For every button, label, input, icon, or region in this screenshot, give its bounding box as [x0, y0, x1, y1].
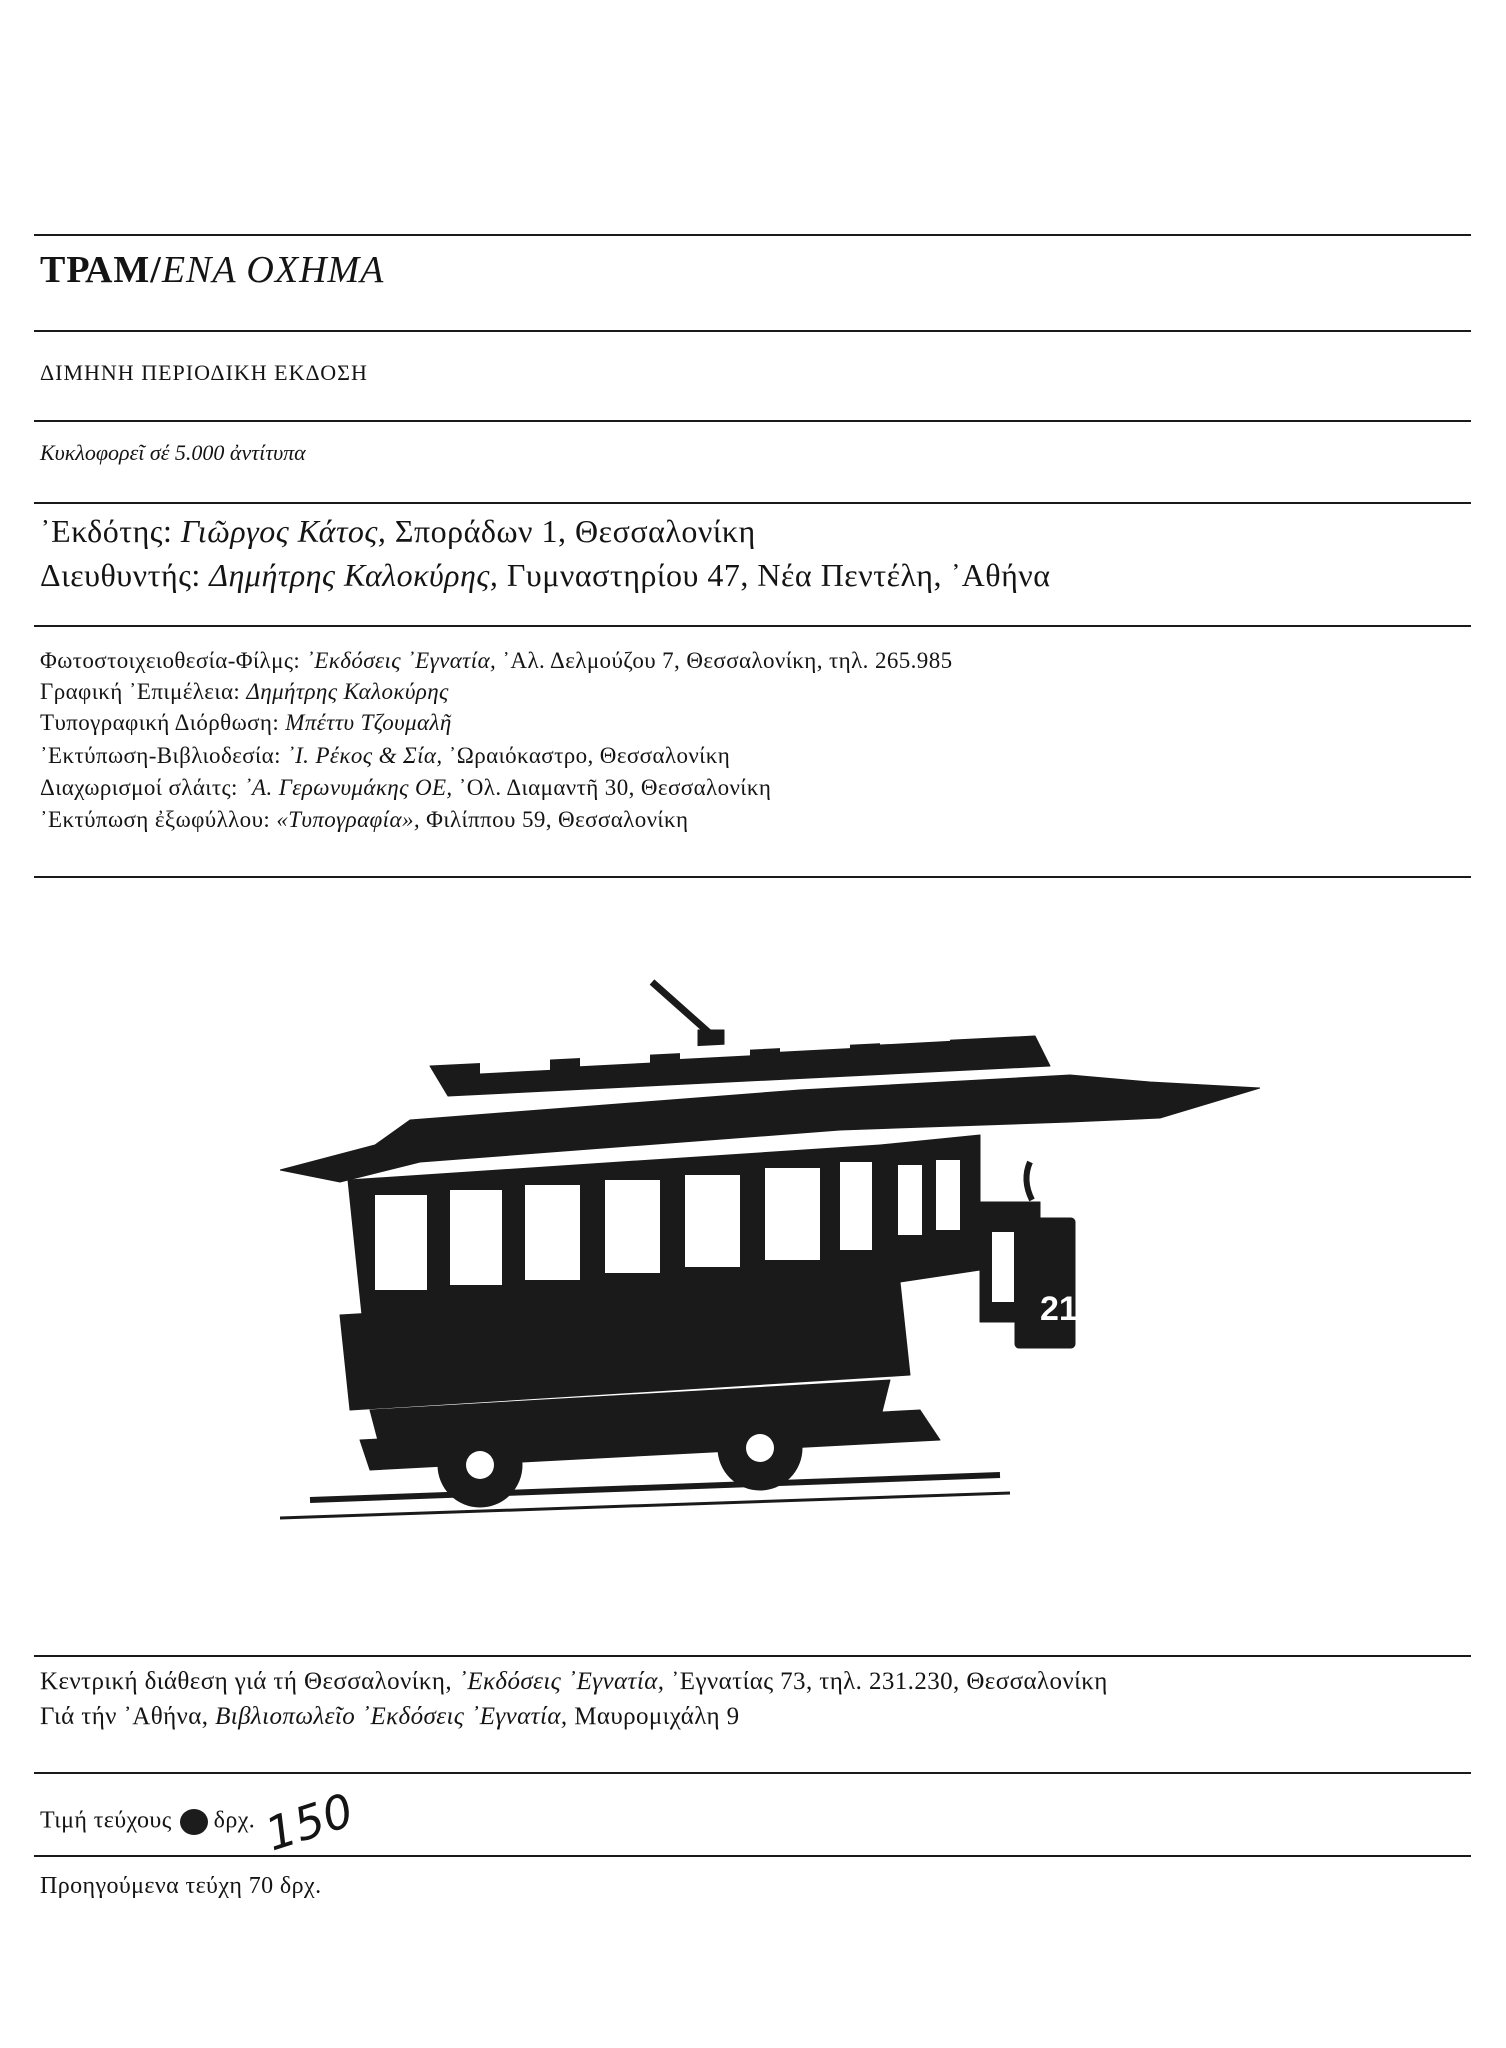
page-title: [40, 248, 384, 292]
credit-detail: ᾿Αλ. Δελμούζου 7, Θεσσαλονίκη, τηλ. 265.985: [502, 648, 953, 673]
director-name: Δημήτρης Καλοκύρης,: [209, 557, 499, 593]
credit-label: Διαχωρισμοί σλάιτς:: [40, 775, 238, 800]
price-currency: δρχ.: [213, 1807, 256, 1834]
previous-issues-price: Προηγούμενα τεύχη 70 δρχ.: [40, 1873, 322, 1899]
credit-name: ᾿Εκδόσεις ᾿Εγνατία,: [306, 648, 497, 673]
credit-label: Τυπογραφική Διόρθωση:: [40, 710, 280, 735]
dist-prefix: Γιά τήν ᾿Αθήνα,: [40, 1703, 209, 1730]
publisher-address: Σποράδων 1, Θεσσαλονίκη: [394, 513, 756, 549]
credit-name: «Τυπογραφία»,: [276, 807, 420, 832]
handwritten-price: 150: [258, 1782, 361, 1862]
divider: [34, 1772, 1471, 1774]
divider: [34, 330, 1471, 332]
price-label: Τιμή τεύχους: [40, 1807, 172, 1834]
director-label: Διευθυντής:: [40, 557, 201, 593]
credit-line: [40, 775, 771, 801]
credit-detail: Φιλίππου 59, Θεσσαλονίκη: [426, 807, 689, 832]
credit-name: ᾿Α. Γερωνυμάκης ΟΕ,: [244, 775, 453, 800]
dist-name: Βιβλιοπωλεῖο ᾿Εκδόσεις ᾿Εγνατία,: [215, 1703, 568, 1730]
divider: [34, 625, 1471, 627]
credit-detail: ᾿Ωραιόκαστρο, Θεσσαλονίκη: [448, 743, 731, 768]
credit-label: Φωτοστοιχειοθεσία-Φίλμς:: [40, 648, 301, 673]
credit-label: Γραφική ᾿Επιμέλεια:: [40, 679, 241, 704]
dist-name: ᾿Εκδόσεις ᾿Εγνατία,: [458, 1668, 665, 1695]
tram-number: 21: [1040, 1290, 1078, 1328]
ink-blot: [180, 1809, 208, 1835]
divider: [34, 420, 1471, 422]
title-italic: ΕΝΑ ΟΧΗΜΑ: [161, 249, 385, 291]
publisher-label: ᾿Εκδότης:: [40, 513, 173, 549]
issue-price: [40, 1782, 361, 1862]
divider: [34, 876, 1471, 878]
director-line: [40, 557, 1051, 594]
credit-name: ᾿Ι. Ρέκος & Σία,: [287, 743, 443, 768]
credit-name: Μπέττυ Τζουμαλῆ: [285, 710, 452, 735]
divider: [34, 502, 1471, 504]
publisher-line: [40, 513, 756, 550]
credit-line: [40, 679, 449, 705]
credit-name: Δημήτρης Καλοκύρης: [246, 679, 449, 704]
distribution-thessaloniki: [40, 1668, 1108, 1696]
director-address: Γυμναστηρίου 47, Νέα Πεντέλη, ᾿Αθήνα: [506, 557, 1051, 593]
credit-label: ᾿Εκτύπωση ἐξωφύλλου:: [40, 807, 271, 832]
dist-address: ᾿Εγνατίας 73, τηλ. 231.230, Θεσσαλονίκη: [671, 1668, 1108, 1695]
divider: [34, 1855, 1471, 1857]
dist-address: Μαυρομιχάλη 9: [574, 1703, 740, 1730]
credit-label: ᾿Εκτύπωση-Βιβλιοδεσία:: [40, 743, 281, 768]
credit-line: [40, 807, 688, 833]
circulation-note: Κυκλοφορεῖ σέ 5.000 ἀντίτυπα: [40, 440, 306, 465]
divider: [34, 234, 1471, 236]
title-plain: ΤΡΑΜ/: [40, 249, 162, 291]
tram-illustration: [280, 970, 1260, 1530]
tram-drawing: [280, 982, 1260, 1518]
dist-prefix: Κεντρική διάθεση γιά τή Θεσσαλονίκη,: [40, 1668, 452, 1695]
credit-line: [40, 710, 452, 736]
credit-line: [40, 743, 730, 769]
publisher-name: Γιῶργος Κάτος,: [180, 513, 387, 549]
divider: [34, 1655, 1471, 1657]
subtitle: ΔΙΜΗΝΗ ΠΕΡΙΟΔΙΚΗ ΕΚΔΟΣΗ: [40, 360, 368, 385]
credit-line: [40, 648, 953, 674]
lamp-hook: [1026, 1162, 1032, 1200]
distribution-athens: [40, 1703, 740, 1731]
front-panel: [1015, 1218, 1075, 1348]
credit-detail: ᾿Ολ. Διαμαντῆ 30, Θεσσαλονίκη: [458, 775, 772, 800]
